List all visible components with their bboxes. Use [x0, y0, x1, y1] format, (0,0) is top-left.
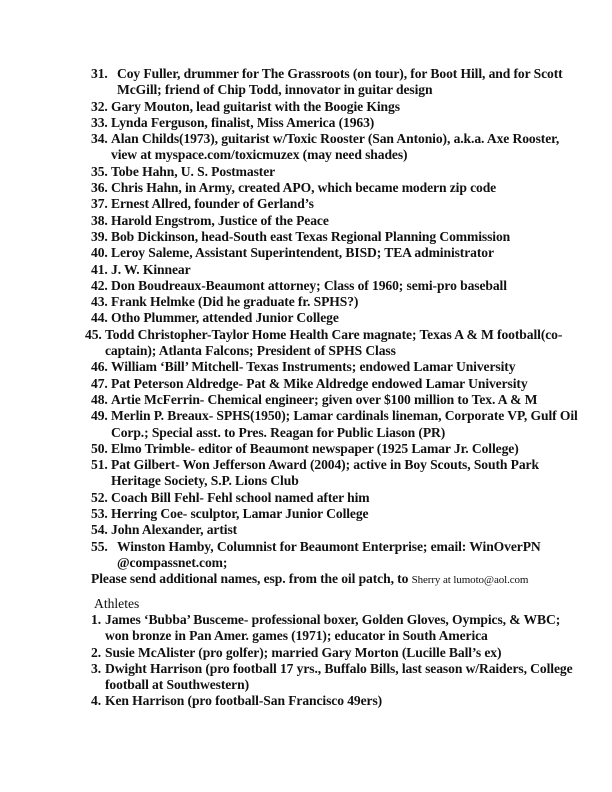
item-text: Elmo Trimble- editor of Beaumont newspaper (1925 Lamar Jr. College): [111, 440, 519, 456]
athletes-list: [91, 612, 581, 710]
item-number: 40.: [91, 245, 108, 261]
list-item: [91, 262, 581, 278]
item-number: 47.: [91, 375, 108, 391]
item-text: Bob Dickinson, head-South east Texas Regional Planning Commission: [111, 228, 511, 244]
item-text: Leroy Saleme, Assistant Superintendent, BISD; TEA administrator: [111, 245, 494, 261]
item-text: Ernest Allred, founder of Gerland’s: [111, 196, 314, 212]
list-item: [91, 539, 581, 572]
list-item: [91, 310, 581, 326]
item-text: Dwight Harrison (pro football 17 yrs., Buffalo Bills, last season w/Raiders, College football at Southwestern): [105, 660, 573, 693]
list-item: [91, 164, 581, 180]
item-text: Coach Bill Fehl- Fehl school named after him: [111, 489, 370, 505]
list-item: [91, 196, 581, 212]
list-item: [91, 645, 581, 661]
contact-request: [91, 571, 581, 588]
list-item: [91, 245, 581, 261]
item-number: 49.: [91, 408, 108, 424]
item-text: Frank Helmke (Did he graduate fr. SPHS?): [111, 294, 359, 310]
item-number: 50.: [91, 440, 108, 456]
list-item: [91, 180, 581, 196]
item-text: Tobe Hahn, U. S. Postmaster: [111, 163, 276, 179]
item-number: 45.: [85, 326, 102, 342]
list-item: [91, 278, 581, 294]
item-number: 36.: [91, 180, 108, 196]
item-text: Merlin P. Breaux- SPHS(1950); Lamar cardinals lineman, Corporate VP, Gulf Oil Corp.; Special asst. to Pres. Reagan for Public Liason (PR): [111, 408, 578, 440]
list-item: [91, 661, 581, 694]
item-text: Ken Harrison (pro football-San Francisco 49ers): [105, 693, 383, 709]
item-number: 35.: [91, 163, 108, 179]
list-item: [91, 213, 581, 229]
list-item: [91, 359, 581, 375]
item-text: Pat Peterson Aldredge- Pat & Mike Aldredge endowed Lamar University: [111, 375, 528, 391]
item-text: James ‘Bubba’ Busceme- professional boxer, Golden Gloves, Oympics, & WBC; won bronze in Pan Amer. games (1971); educator in South America: [105, 612, 561, 644]
item-number: 3.: [91, 660, 101, 676]
item-number: 1.: [91, 612, 101, 627]
item-text: J. W. Kinnear: [111, 261, 191, 277]
list-item: [91, 457, 581, 490]
list-item: [91, 612, 581, 645]
item-text: Gary Mouton, lead guitarist with the Boogie Kings: [111, 98, 400, 114]
item-number: 42.: [91, 277, 108, 293]
item-number: 38.: [91, 212, 108, 228]
contact-email-link[interactable]: Sherry at lumoto@aol.com: [411, 574, 529, 587]
item-number: 52.: [91, 489, 108, 505]
list-item: [91, 115, 581, 131]
item-number: 46.: [91, 359, 108, 375]
item-number: 39.: [91, 228, 108, 244]
list-item: [91, 392, 581, 408]
item-text: Chris Hahn, in Army, created APO, which became modern zip code: [111, 180, 497, 196]
list-item: [91, 66, 581, 99]
item-number: 48.: [91, 391, 108, 407]
list-item: [91, 693, 581, 709]
item-number: 55.: [91, 538, 108, 554]
item-text: Otho Plummer, attended Junior College: [111, 310, 339, 326]
item-text: William ‘Bill’ Mitchell- Texas Instruments; endowed Lamar University: [111, 359, 516, 375]
list-item: [91, 131, 581, 164]
item-text: Coy Fuller, drummer for The Grassroots (on tour), for Boot Hill, and for Scott McGill; friend of Chip Todd, innovator in guitar design: [117, 66, 563, 98]
list-item: [91, 376, 581, 392]
item-number: 32.: [91, 98, 108, 114]
list-item: [91, 294, 581, 310]
item-number: 51.: [91, 457, 108, 473]
notables-list: [85, 66, 581, 589]
contact-request-text: Please send additional names, esp. from the oil patch, to: [91, 571, 412, 587]
item-text: Artie McFerrin- Chemical engineer; given over $100 million to Tex. A & M: [111, 391, 538, 407]
item-number: 53.: [91, 506, 108, 522]
list-item: [91, 408, 581, 441]
item-text: John Alexander, artist: [111, 522, 238, 538]
item-number: 33.: [91, 114, 108, 130]
item-text: Winston Hamby, Columnist for Beaumont Enterprise; email: WinOverPN @compassnet.com;: [117, 538, 541, 570]
item-text: Harold Engstrom, Justice of the Peace: [111, 212, 329, 228]
item-number: 44.: [91, 310, 108, 326]
item-text: Todd Christopher-Taylor Home Health Care magnate; Texas A & M football(co-captain); Atlanta Falcons; President of SPHS Class: [105, 326, 563, 359]
item-number: 37.: [91, 196, 108, 212]
item-number: 43.: [91, 294, 108, 310]
list-item: [91, 506, 581, 522]
list-item: [91, 229, 581, 245]
item-number: 4.: [91, 693, 101, 709]
item-text: Susie McAlister (pro golfer); married Gary Morton (Lucille Ball’s ex): [105, 644, 502, 660]
athletes-heading: Athletes: [94, 596, 140, 611]
list-item: [91, 522, 581, 538]
item-number: 34.: [91, 131, 108, 147]
item-number: 31.: [91, 66, 108, 81]
item-text: Don Boudreaux-Beaumont attorney; Class of 1960; semi-pro baseball: [111, 277, 507, 293]
item-text: Lynda Ferguson, finalist, Miss America (1963): [111, 114, 375, 130]
item-number: 41.: [91, 261, 108, 277]
list-item: [91, 99, 581, 115]
item-text: Alan Childs(1973), guitarist w/Toxic Rooster (San Antonio), a.k.a. Axe Rooster, view at myspace.com/toxicmuzex (may need shades): [111, 131, 560, 163]
item-number: 54.: [91, 522, 108, 538]
item-number: 2.: [91, 644, 101, 660]
item-text: Pat Gilbert- Won Jefferson Award (2004); active in Boy Scouts, South Park Heritage Society, S.P. Lions Club: [111, 457, 539, 489]
list-item: [91, 441, 581, 457]
list-item: [91, 490, 581, 506]
list-item: [85, 326, 581, 360]
item-text: Herring Coe- sculptor, Lamar Junior College: [111, 506, 369, 522]
